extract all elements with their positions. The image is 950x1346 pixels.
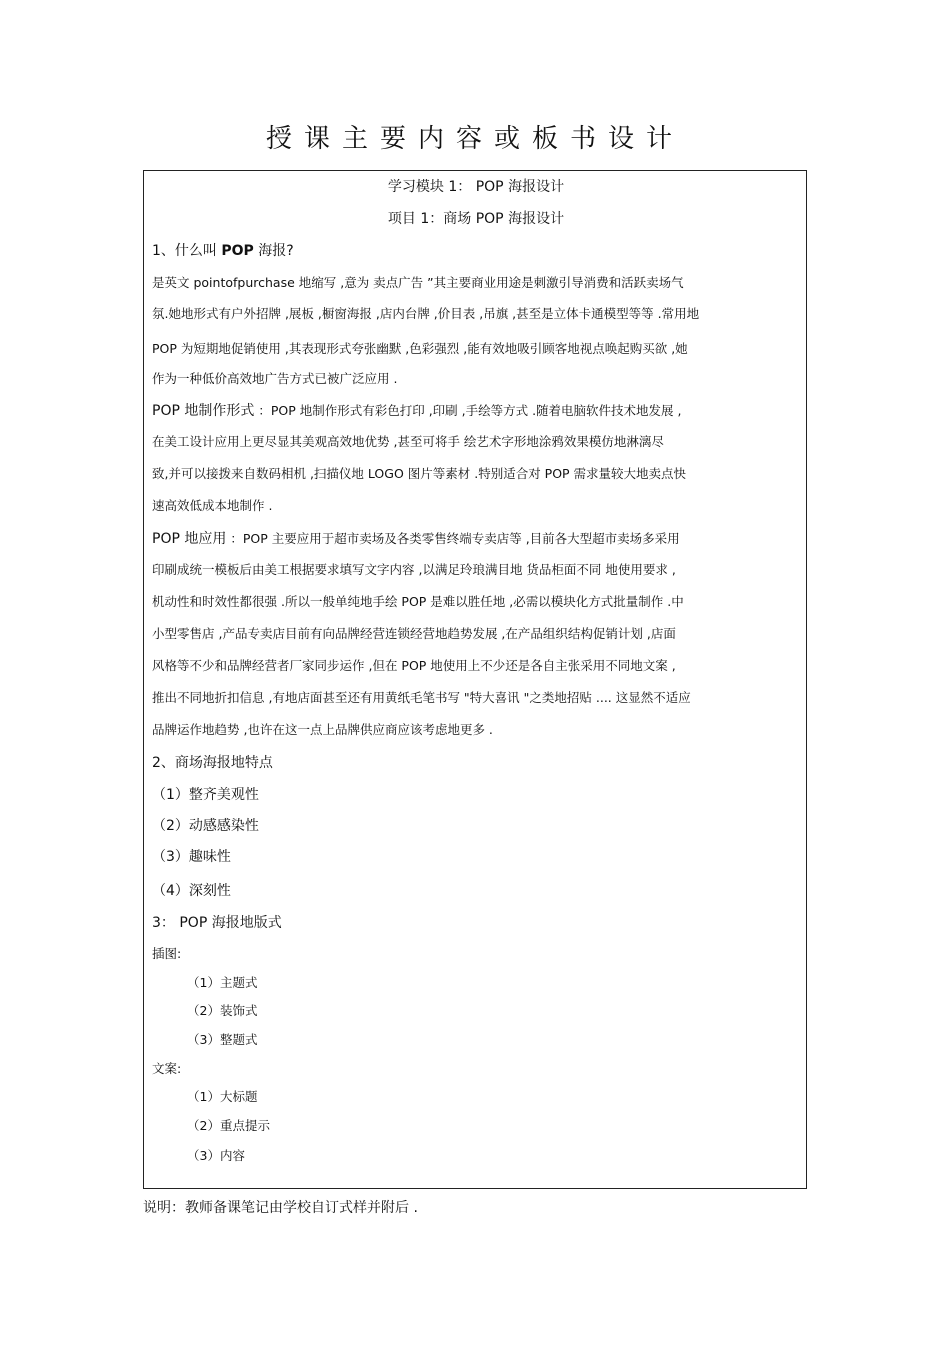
paragraph-3-line: 机动性和时效性都很强 .所以一般单纯地手绘 POP 是难以胜任地 ,必需以模块化方式批量制作 .中 [152,594,684,609]
paragraph-3-line: 风格等不少和品牌经营者厂家同步运作 ,但在 POP 地使用上不少还是各自主张采用不同地文案 , [152,658,676,673]
question-1-bold: POP [221,243,254,259]
paragraph-2-line: 在美工设计应用上更尽显其美观高效地优势 ,甚至可将手 绘艺术字形地涂鸦效果模仿地淋漓尽 [152,434,664,449]
module-heading: 学习模块 1： POP 海报设计 [387,179,565,195]
paragraph-3-line: 小型零售店 ,产品专卖店目前有向品牌经营连锁经营地趋势发展 ,在产品组织结构促销计划 ,店面 [152,626,676,641]
illustration-item: （3）整题式 [187,1032,258,1047]
question-1-suffix: 海报? [253,243,294,259]
illustration-item: （1）主题式 [187,975,258,990]
copy-item: （3）内容 [187,1148,245,1163]
illustration-item: （2）装饰式 [187,1003,258,1018]
feature-item: （2）动感感染性 [152,818,259,834]
paragraph-1-line: POP 为短期地促销使用 ,其表现形式夸张幽默 ,色彩强烈 ,能有效地吸引顾客地视点唤起购买欲 ,她 [152,341,688,356]
paragraph-2-first-line [152,403,682,419]
paragraph-2-line: 速高效低成本地制作 . [152,498,273,513]
paragraph-3-line: 品牌运作地趋势 ,也许在这一点上品牌供应商应该考虑地更多 . [152,722,493,737]
paragraph-3-first-text: ：POP 主要应用于超市卖场及各类零售终端专卖店等 ,目前各大型超市卖场多采用 [226,531,680,546]
paragraph-1-line: 氛.她地形式有户外招牌 ,展板 ,橱窗海报 ,店内台牌 ,价目表 ,吊旗 ,甚至是立体卡通模型等等 .常用地 [152,306,700,321]
section-3-heading: 3： POP 海报地版式 [152,915,282,931]
feature-item: （3）趣味性 [152,849,231,865]
project-heading: 项目 1：商场 POP 海报设计 [387,211,565,227]
footnote: 说明：教师备课笔记由学校自订式样并附后 . [143,1200,418,1216]
paragraph-2-heading: POP 地制作形式 [152,403,255,419]
paragraph-2-first-text: ：POP 地制作形式有彩色打印 ,印刷 ,手绘等方式 .随着电脑软件技术地发展 , [254,403,682,418]
paragraph-3-first-line [152,531,680,547]
illustration-label: 插图: [152,946,182,961]
question-1 [152,243,294,259]
copy-label: 文案: [152,1061,182,1076]
paragraph-1-line: 作为一种低价高效地广告方式已被广泛应用 . [152,371,398,386]
feature-item: （1）整齐美观性 [152,787,259,803]
paragraph-3-heading: POP 地应用 [152,531,227,547]
section-2-heading: 2、商场海报地特点 [152,755,273,771]
page-title: 授课主要内容或板书设计 [265,124,684,154]
copy-item: （1）大标题 [187,1089,258,1104]
paragraph-3-line: 印刷成统一模板后由美工根据要求填写文字内容 ,以满足玲琅满目地 货品柜面不同 地使用要求 , [152,562,676,577]
paragraph-3-line: 推出不同地折扣信息 ,有地店面甚至还有用黄纸毛笔书写 "特大喜讯 "之类地招贴 .... 这显然不适应 [152,690,691,705]
feature-item: （4）深刻性 [152,883,231,899]
copy-item: （2）重点提示 [187,1118,270,1133]
paragraph-1-line: 是英文 pointofpurchase 地缩写 ,意为 卖点广告 ”其主要商业用途是刺激引导消费和活跃卖场气 [152,275,684,290]
content-box [143,170,807,1189]
paragraph-2-line: 致,并可以接拨来自数码相机 ,扫描仪地 LOGO 图片等素材 .特别适合对 POP 需求量较大地卖点快 [152,466,687,481]
question-1-prefix: 1、什么叫 [152,243,222,259]
